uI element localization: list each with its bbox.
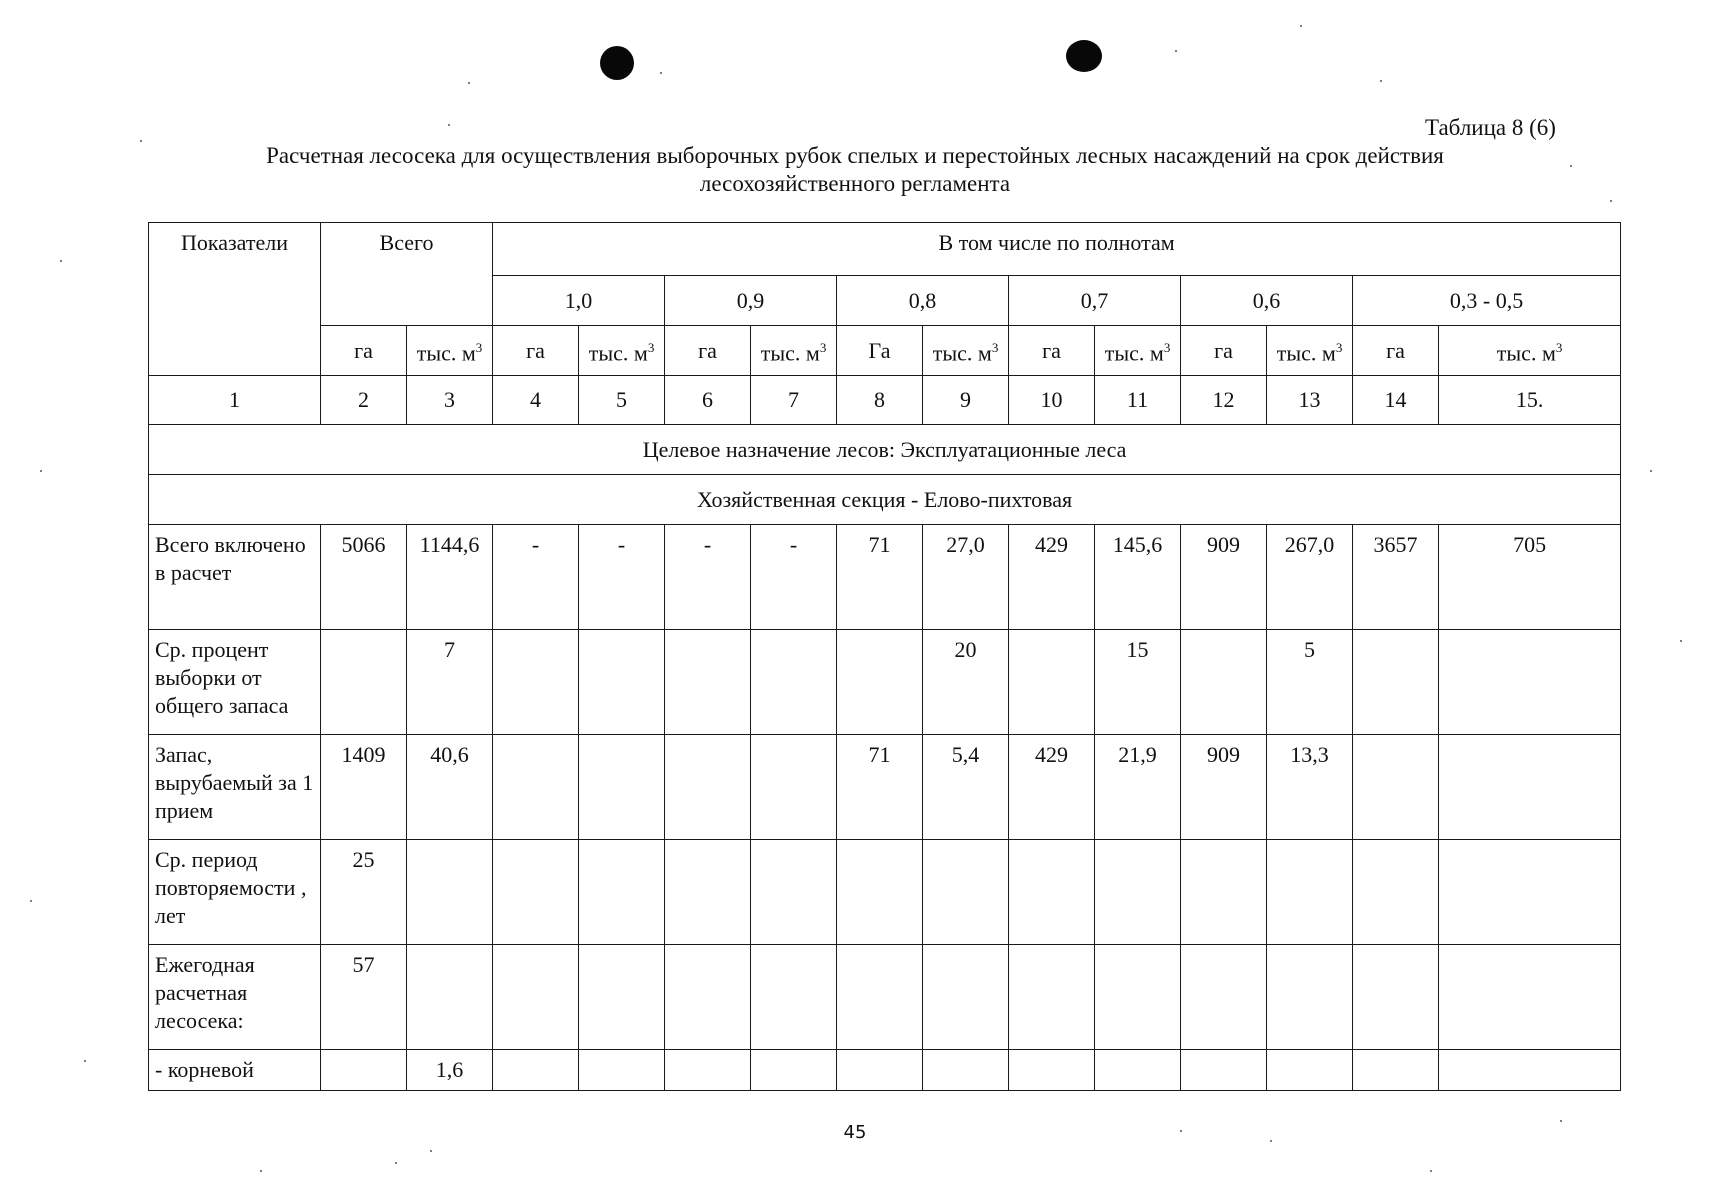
column-number: 12 xyxy=(1181,376,1267,425)
table-cell: 20 xyxy=(923,630,1009,735)
table-cell: - xyxy=(665,525,751,630)
header-indicators: Показатели xyxy=(149,223,321,376)
table-cell xyxy=(407,945,493,1050)
economic-section-heading: Хозяйственная секция - Елово-пихтовая xyxy=(149,475,1621,525)
table-cell: 3657 xyxy=(1353,525,1439,630)
table-cell xyxy=(407,840,493,945)
table-cell: - xyxy=(751,525,837,630)
table-row xyxy=(149,525,1621,630)
table-cell xyxy=(665,1050,751,1091)
unit-hectares: га xyxy=(1181,326,1267,376)
table-cell xyxy=(665,630,751,735)
table-cell: 21,9 xyxy=(1095,735,1181,840)
density-group: 0,9 xyxy=(665,276,837,326)
document-title xyxy=(150,142,1560,198)
table-cell: 27,0 xyxy=(923,525,1009,630)
table-cell xyxy=(1267,945,1353,1050)
table-cell xyxy=(1439,630,1621,735)
table-cell xyxy=(1353,840,1439,945)
table-cell xyxy=(1439,945,1621,1050)
table-cell xyxy=(579,630,665,735)
table-cell xyxy=(321,1050,407,1091)
table-cell xyxy=(923,945,1009,1050)
table-cell xyxy=(923,1050,1009,1091)
table-cell xyxy=(1095,1050,1181,1091)
unit-thousand-cubic-m: тыс. $м^3$ xyxy=(579,326,665,376)
table-cell: - xyxy=(493,525,579,630)
column-number-row xyxy=(149,376,1621,425)
punch-hole-right xyxy=(1066,40,1102,72)
unit-hectares: га xyxy=(1353,326,1439,376)
table-cell xyxy=(1353,630,1439,735)
table-cell: 1409 xyxy=(321,735,407,840)
table-cell xyxy=(751,1050,837,1091)
column-number: 4 xyxy=(493,376,579,425)
table-cell: 909 xyxy=(1181,525,1267,630)
column-number: 5 xyxy=(579,376,665,425)
table-cell: 5066 xyxy=(321,525,407,630)
table-cell xyxy=(493,735,579,840)
table-cell: 7 xyxy=(407,630,493,735)
row-label: Всего включено в расчет xyxy=(149,525,321,630)
table-cell: 909 xyxy=(1181,735,1267,840)
unit-thousand-cubic-m: тыс. $м^3$ xyxy=(751,326,837,376)
unit-thousand-cubic-m: тыс. $м^3$ xyxy=(1095,326,1181,376)
header-by-density: В том числе по полнотам xyxy=(493,223,1621,276)
table-cell xyxy=(1009,630,1095,735)
table-cell: 145,6 xyxy=(1095,525,1181,630)
table-cell: 5 xyxy=(1267,630,1353,735)
row-label: Ср. процент выборки от общего запаса xyxy=(149,630,321,735)
table-cell xyxy=(493,840,579,945)
unit-hectares: га xyxy=(321,326,407,376)
table-cell: 1144,6 xyxy=(407,525,493,630)
row-label: Запас, вырубаемый за 1 прием xyxy=(149,735,321,840)
table-cell xyxy=(1009,945,1095,1050)
density-group: 0,8 xyxy=(837,276,1009,326)
table-cell xyxy=(1181,630,1267,735)
unit-hectares: га xyxy=(665,326,751,376)
header-row-units xyxy=(149,326,1621,376)
table-cell: 71 xyxy=(837,735,923,840)
table-cell xyxy=(751,945,837,1050)
density-group: 0,6 xyxy=(1181,276,1353,326)
row-label: Ср. период повторяемости , лет xyxy=(149,840,321,945)
header-total: Всего xyxy=(321,223,493,326)
document-title-line-1: Расчетная лесосека для осуществления выборочных рубок спелых и перестойных лесных насаждений на срок действия xyxy=(266,143,1444,168)
unit-hectares: га xyxy=(493,326,579,376)
table-cell xyxy=(837,630,923,735)
table-cell xyxy=(1353,735,1439,840)
table-cell: 1,6 xyxy=(407,1050,493,1091)
row-label: Ежегодная расчетная лесосека: xyxy=(149,945,321,1050)
table-cell xyxy=(923,840,1009,945)
table-cell xyxy=(1009,840,1095,945)
cutting-area-table xyxy=(148,222,1621,1091)
table-cell xyxy=(1353,945,1439,1050)
table-cell xyxy=(493,1050,579,1091)
section-row-forest-purpose xyxy=(149,425,1621,475)
unit-hectares: га xyxy=(1009,326,1095,376)
column-number: 13 xyxy=(1267,376,1353,425)
column-number: 14 xyxy=(1353,376,1439,425)
column-number: 9 xyxy=(923,376,1009,425)
column-number: 11 xyxy=(1095,376,1181,425)
column-number: 10 xyxy=(1009,376,1095,425)
table-cell xyxy=(1009,1050,1095,1091)
column-number: 7 xyxy=(751,376,837,425)
table-cell xyxy=(751,630,837,735)
table-cell: 705 xyxy=(1439,525,1621,630)
table-cell xyxy=(837,945,923,1050)
table-cell xyxy=(579,1050,665,1091)
table-cell: 15 xyxy=(1095,630,1181,735)
table-row xyxy=(149,840,1621,945)
table-cell xyxy=(665,945,751,1050)
column-number: 3 xyxy=(407,376,493,425)
table-cell xyxy=(493,630,579,735)
unit-thousand-cubic-m: тыс. $м^3$ xyxy=(407,326,493,376)
header-row-1 xyxy=(149,223,1621,276)
table-cell xyxy=(1181,1050,1267,1091)
table-cell xyxy=(1353,1050,1439,1091)
column-number: 1 xyxy=(149,376,321,425)
column-number: 8 xyxy=(837,376,923,425)
punch-hole-left xyxy=(600,46,634,80)
table-cell xyxy=(1095,945,1181,1050)
table-cell: 40,6 xyxy=(407,735,493,840)
table-cell xyxy=(1095,840,1181,945)
table-cell: 5,4 xyxy=(923,735,1009,840)
table-cell xyxy=(1181,945,1267,1050)
density-group: 1,0 xyxy=(493,276,665,326)
table-row xyxy=(149,1050,1621,1091)
column-number: 15. xyxy=(1439,376,1621,425)
table-cell xyxy=(1181,840,1267,945)
table-cell xyxy=(751,840,837,945)
density-group: 0,3 - 0,5 xyxy=(1353,276,1621,326)
table-cell xyxy=(751,735,837,840)
forest-purpose-heading: Целевое назначение лесов: Эксплуатационные леса xyxy=(149,425,1621,475)
table-row xyxy=(149,735,1621,840)
table-cell: 429 xyxy=(1009,525,1095,630)
table-cell: 13,3 xyxy=(1267,735,1353,840)
table-cell xyxy=(837,840,923,945)
table-cell xyxy=(665,840,751,945)
unit-thousand-cubic-m: тыс. $м^3$ xyxy=(1267,326,1353,376)
table-cell xyxy=(1439,1050,1621,1091)
table-cell xyxy=(1267,840,1353,945)
table-cell xyxy=(1439,735,1621,840)
unit-thousand-cubic-m: тыс. $м^3$ xyxy=(1439,326,1621,376)
table-cell xyxy=(321,630,407,735)
table-row xyxy=(149,630,1621,735)
section-row-economic-section xyxy=(149,475,1621,525)
document-title-line-2: лесохозяйственного регламента xyxy=(699,171,1011,196)
table-cell xyxy=(1439,840,1621,945)
table-cell: - xyxy=(579,525,665,630)
table-cell xyxy=(1267,1050,1353,1091)
unit-thousand-cubic-m: тыс. $м^3$ xyxy=(923,326,1009,376)
table-cell xyxy=(579,945,665,1050)
table-cell: 25 xyxy=(321,840,407,945)
table-cell xyxy=(579,840,665,945)
table-cell: 57 xyxy=(321,945,407,1050)
density-group: 0,7 xyxy=(1009,276,1181,326)
table-cell xyxy=(837,1050,923,1091)
table-number-label: Таблица 8 (6) xyxy=(1425,115,1556,140)
table-cell: 71 xyxy=(837,525,923,630)
table-cell xyxy=(579,735,665,840)
column-number: 2 xyxy=(321,376,407,425)
column-number: 6 xyxy=(665,376,751,425)
unit-hectares: Га xyxy=(837,326,923,376)
table-row xyxy=(149,945,1621,1050)
page-number: 45 xyxy=(843,1122,867,1143)
row-label: - корневой xyxy=(149,1050,321,1091)
table-cell xyxy=(665,735,751,840)
table-cell: 429 xyxy=(1009,735,1095,840)
table-cell: 267,0 xyxy=(1267,525,1353,630)
table-cell xyxy=(493,945,579,1050)
